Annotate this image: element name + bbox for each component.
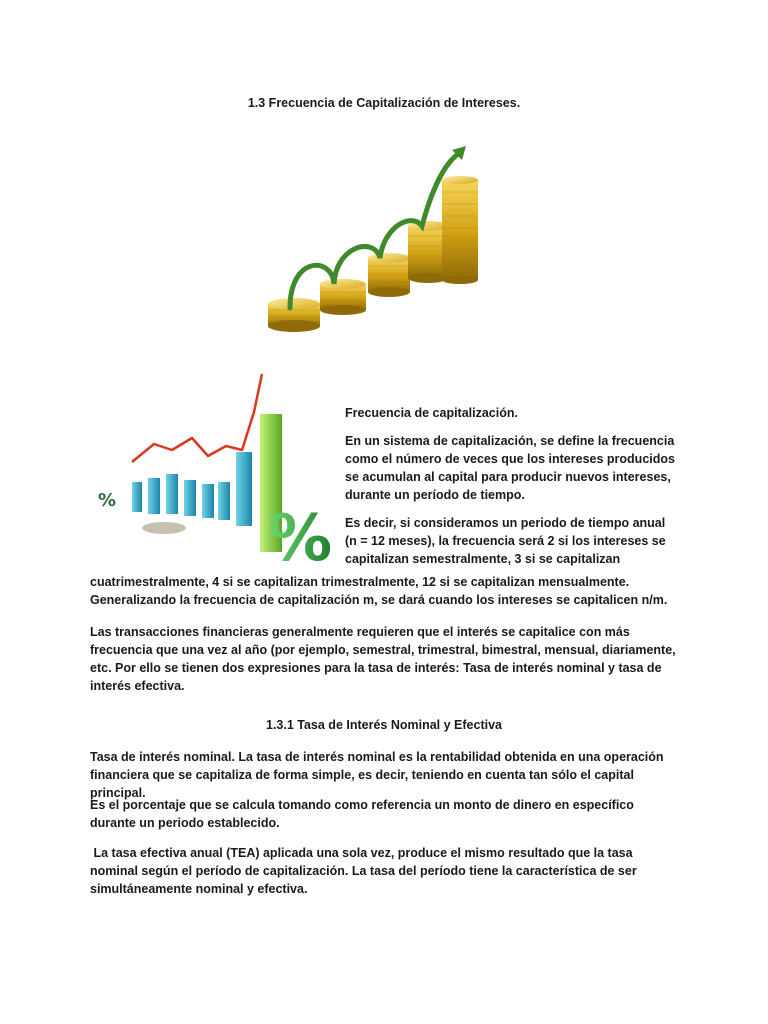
coin-stack-2 — [320, 279, 366, 315]
paragraph-percentage: Es el porcentaje que se calcula tomando como referencia un monto de dinero en específico durante un periodo establecido. — [90, 798, 634, 830]
coin-stack-1 — [268, 298, 320, 332]
paragraph-example-start: Es decir, si consideramos un periodo de tiempo anual (n = 12 meses), la frecuencia será 2 si los intereses se capitalizan semestralmente, 3 si se capitalizan — [345, 516, 666, 566]
paragraph-transactions: Las transacciones financieras generalmente requieren que el interés se capitalice con más frecuencia que una vez al año (por ejemplo, semestral, trimestral, bimestral, mensual, diariamente, etc. Por ello se tienen dos expresiones para la tasa de interés: Tasa de interés nominal y tasa de interés efectiva. — [90, 625, 676, 693]
paragraph-nominal-rate: Tasa de interés nominal. La tasa de interés nominal es la rentabilidad obtenida en una operación financiera que se capitaliza de forma simple, es decir, teniendo en cuenta tan sólo el capital principal. — [90, 750, 664, 800]
money-pile — [142, 522, 186, 534]
page-title: 1.3 Frecuencia de Capitalización de Intereses. — [247, 96, 521, 110]
subsection-heading: 1.3.1 Tasa de Interés Nominal y Efectiva — [266, 718, 502, 732]
trend-line — [132, 374, 262, 462]
section-heading: Frecuencia de capitalización. — [345, 406, 518, 420]
teal-bars — [132, 452, 252, 526]
paragraph-example-end: cuatrimestralmente, 4 si se capitalizan trimestralmente, 12 si se capitalizan mensualmente. Generalizando la frecuencia de capitalización m, se dará cuando los intereses se capitalicen n/m. — [90, 575, 668, 607]
bar-chart-percent-image — [92, 370, 332, 570]
percent-small: % — [98, 490, 117, 511]
paragraph-effective-rate: La tasa efectiva anual (TEA) aplicada una sola vez, produce el mismo resultado que la tasa nominal según el período de capitalización. La tasa del período tiene la característica de ser simultáneamente nominal y efectiva. — [90, 846, 641, 896]
coins-growth-arrow-image — [262, 146, 484, 336]
coin-stack-3 — [368, 253, 410, 297]
side-text-block — [345, 404, 675, 578]
percent-large: % — [268, 502, 332, 570]
paragraph-definition: En un sistema de capitalización, se define la frecuencia como el número de veces que los intereses producidos se acumulan al capital para producir nuevos intereses, durante un período de tiempo. — [345, 434, 675, 502]
